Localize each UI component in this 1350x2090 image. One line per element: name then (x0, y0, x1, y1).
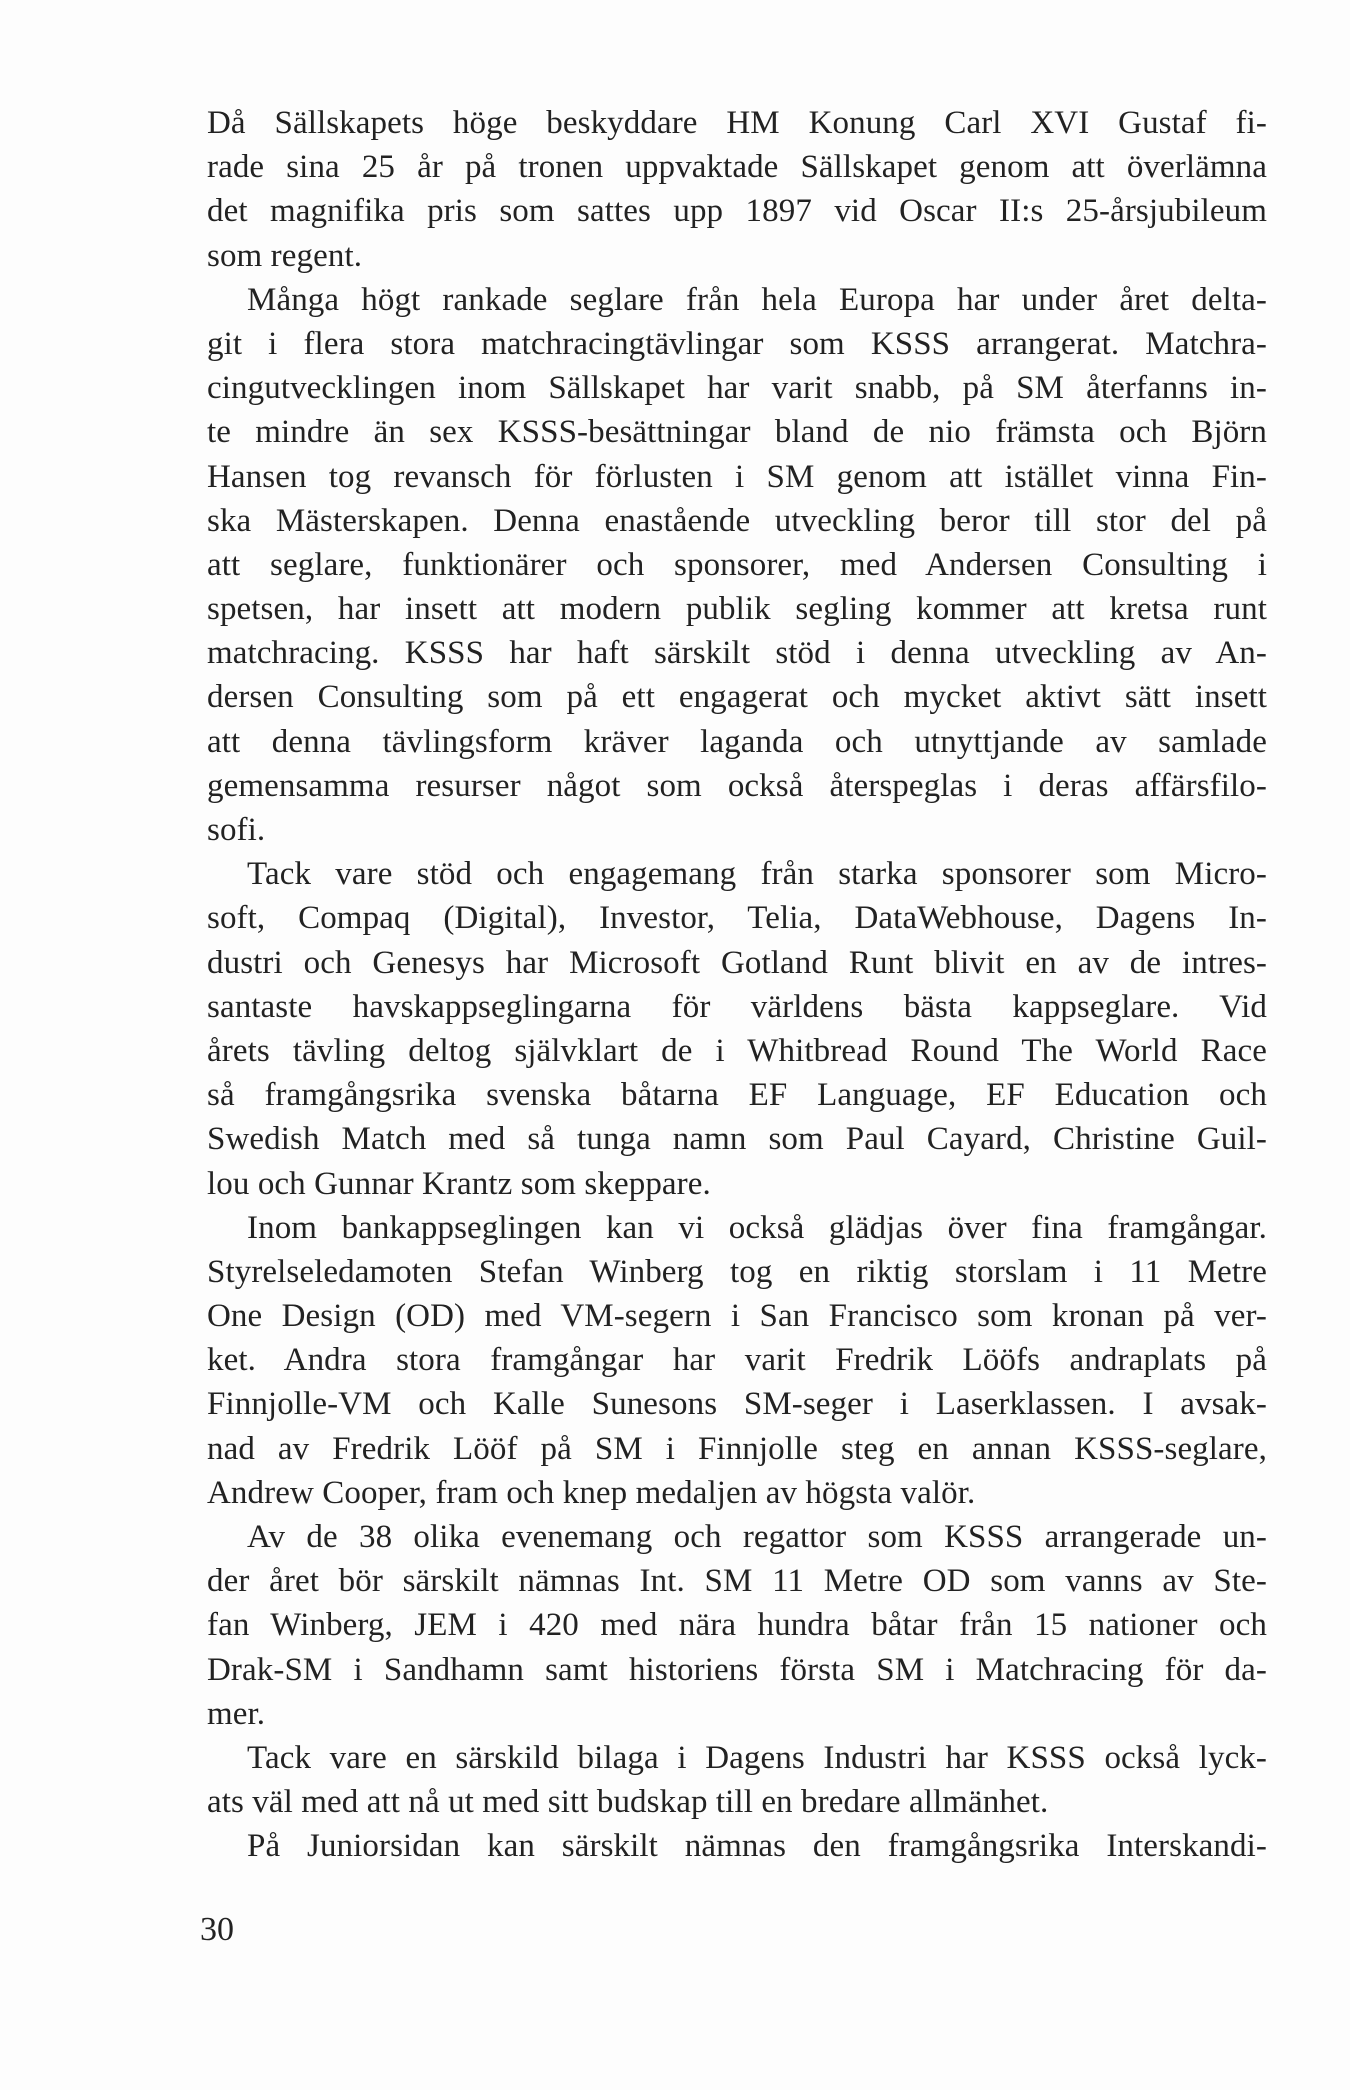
text-line: soft, Compaq (Digital), Investor, Telia, DataWebhouse, Dagens In- (207, 900, 1267, 937)
text-line: Tack vare en särskild bilaga i Dagens Industri har KSSS också lyck- (247, 1739, 1267, 1776)
text-line: lou och Gunnar Krantz som skeppare. (207, 1165, 711, 1202)
text-line: Tack vare stöd och engagemang från starka sponsorer som Micro- (247, 856, 1267, 893)
paragraph-5 (207, 1515, 1267, 1736)
body-text (207, 101, 1267, 1869)
text-line: att denna tävlingsform kräver laganda och utnyttjande av samlade (207, 723, 1267, 760)
text-line: mer. (207, 1695, 266, 1732)
paragraph-4 (207, 1206, 1267, 1515)
text-line: Andrew Cooper, fram och knep medaljen av högsta valör. (207, 1474, 976, 1511)
text-line: One Design (OD) med VM-segern i San Francisco som kronan på ver- (207, 1298, 1267, 1335)
paragraph-6 (207, 1736, 1267, 1824)
text-line: fan Winberg, JEM i 420 med nära hundra båtar från 15 nationer och (207, 1607, 1267, 1644)
text-line: gemensamma resurser något som också återspeglas i deras affärsfilo- (207, 767, 1267, 804)
text-line: te mindre än sex KSSS-besättningar bland de nio främsta och Björn (207, 414, 1267, 451)
text-line: årets tävling deltog självklart de i Whitbread Round The World Race (207, 1032, 1267, 1069)
text-line: som regent. (207, 237, 363, 274)
page-number: 30 (200, 1911, 234, 1948)
text-line: Finnjolle-VM och Kalle Sunesons SM-seger i Laserklassen. I avsak- (207, 1386, 1267, 1423)
text-line: På Juniorsidan kan särskilt nämnas den framgångsrika Interskandi- (247, 1828, 1267, 1865)
text-line: Hansen tog revansch för förlusten i SM genom att istället vinna Fin- (207, 458, 1267, 495)
text-line: ska Mästerskapen. Denna enastående utveckling beror till stor del på (207, 502, 1267, 539)
paragraph-2 (207, 278, 1267, 852)
text-line: Då Sällskapets höge beskyddare HM Konung Carl XVI Gustaf fi- (207, 105, 1267, 141)
text-line: cingutvecklingen inom Sällskapet har varit snabb, på SM återfanns in- (207, 370, 1267, 407)
text-line: Många högt rankade seglare från hela Europa har under året delta- (247, 281, 1267, 318)
text-line: spetsen, har insett att modern publik segling kommer att kretsa runt (207, 591, 1267, 628)
text-line: der året bör särskilt nämnas Int. SM 11 Metre OD som vanns av Ste- (207, 1563, 1267, 1600)
text-line: Inom bankappseglingen kan vi också glädjas över fina framgångar. (247, 1209, 1267, 1246)
text-line: nad av Fredrik Lööf på SM i Finnjolle steg en annan KSSS-seglare, (207, 1430, 1267, 1467)
text-line: Drak-SM i Sandhamn samt historiens första SM i Matchracing för da- (207, 1651, 1267, 1688)
text-line: git i flera stora matchracingtävlingar som KSSS arrangerat. Matchra- (207, 325, 1267, 362)
text-line: Swedish Match med så tunga namn som Paul Cayard, Christine Guil- (207, 1121, 1267, 1158)
text-line: santaste havskappseglingarna för världens bästa kappseglare. Vid (207, 988, 1267, 1025)
paragraph-3 (207, 852, 1267, 1206)
text-line: sofi. (207, 812, 266, 848)
text-line: det magnifika pris som sattes upp 1897 vid Oscar II:s 25-årsjubileum (207, 193, 1267, 230)
text-line: dustri och Genesys har Microsoft Gotland Runt blivit en av de intres- (207, 944, 1267, 981)
text-line: matchracing. KSSS har haft särskilt stöd i denna utveckling av An- (207, 635, 1267, 672)
paragraph-1 (207, 101, 1267, 278)
text-line: ats väl med att nå ut med sitt budskap till en bredare allmänhet. (207, 1784, 1049, 1821)
text-line: Av de 38 olika evenemang och regattor som KSSS arrangerade un- (247, 1519, 1267, 1555)
text-line: dersen Consulting som på ett engagerat och mycket aktivt sätt insett (207, 679, 1267, 716)
text-line: att seglare, funktionärer och sponsorer, med Andersen Consulting i (207, 546, 1267, 583)
text-line: Styrelseledamoten Stefan Winberg tog en riktig storslam i 11 Metre (207, 1253, 1267, 1290)
paragraph-7 (207, 1824, 1267, 1868)
text-line: ket. Andra stora framgångar har varit Fredrik Lööfs andraplats på (207, 1342, 1267, 1379)
text-line: rade sina 25 år på tronen uppvaktade Sällskapet genom att överlämna (207, 149, 1267, 186)
text-line: så framgångsrika svenska båtarna EF Language, EF Education och (207, 1077, 1267, 1114)
